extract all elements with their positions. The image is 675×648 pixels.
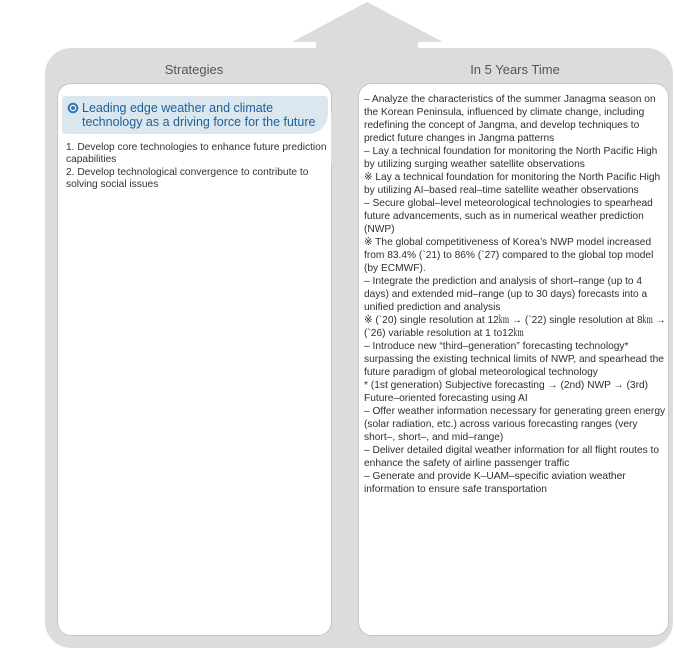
five-years-header: In 5 Years Time xyxy=(470,62,560,77)
five-years-note: * (1st generation) Subjective forecasting → (2nd) NWP → (3rd) Future–oriented forecasting using AI xyxy=(364,380,649,404)
circle-bullet-icon xyxy=(67,102,79,114)
strategy-highlight-text: Leading edge weather and climate technology as a driving force for the future xyxy=(82,101,316,129)
five-years-item: – Secure global–level meteorological technologies to spearhead future advancements, such as in numerical weather prediction (NWP) xyxy=(364,198,653,235)
five-years-item: – Analyze the characteristics of the summer Janagma season on the Korean Peninsula, influenced by climate change, including redefining the concept of Jangma, and develop techniques to predict future changes in Jangma patterns xyxy=(364,94,656,144)
five-years-item: – Integrate the prediction and analysis of short–range (up to 4 days) and extended mid–range (up to 30 days) forecasts into a unified prediction and analysis xyxy=(364,276,648,313)
strategy-item: 2. Develop technological convergence to contribute to solving social issues xyxy=(66,166,309,190)
five-years-note: ※ Lay a technical foundation for monitoring the North Pacific High by utilizing AI–based real–time satellite weather observations xyxy=(364,172,661,196)
five-years-list xyxy=(364,93,666,496)
five-years-item: – Lay a technical foundation for monitoring the North Pacific High by utilizing surging weather satellite observations xyxy=(364,146,658,170)
five-years-item: – Generate and provide K–UAM–specific aviation weather information to ensure safe transportation xyxy=(364,471,626,495)
strategies-header: Strategies xyxy=(164,62,224,77)
five-years-item: – Offer weather information necessary for generating green energy (solar radiation, etc.) across various forecasting ranges (very short–, short–, and mid–range) xyxy=(364,406,666,443)
five-years-note: ※ The global competitiveness of Korea’s NWP model increased from 83.4% (`21) to 86% (`27) compared to the global top model (by ECMWF). xyxy=(364,237,654,274)
five-years-note: ※ (`20) single resolution at 12㎞ → (`22) single resolution at 8㎞ → (`26) variable resolution at 1 to12㎞ xyxy=(364,315,666,339)
five-years-item: – Introduce new “third–generation” forecasting technology* surpassing the existing technical limits of NWP, and spearhead the future paradigm of global meteorological technology xyxy=(364,341,664,378)
strategy-list xyxy=(66,142,328,191)
strategy-item: 1. Develop core technologies to enhance future prediction capabilities xyxy=(66,142,327,166)
five-years-item: – Deliver detailed digital weather information for all flight routes to enhance the safety of airline passenger traffic xyxy=(364,445,660,469)
right-arrow-icon xyxy=(331,113,359,165)
